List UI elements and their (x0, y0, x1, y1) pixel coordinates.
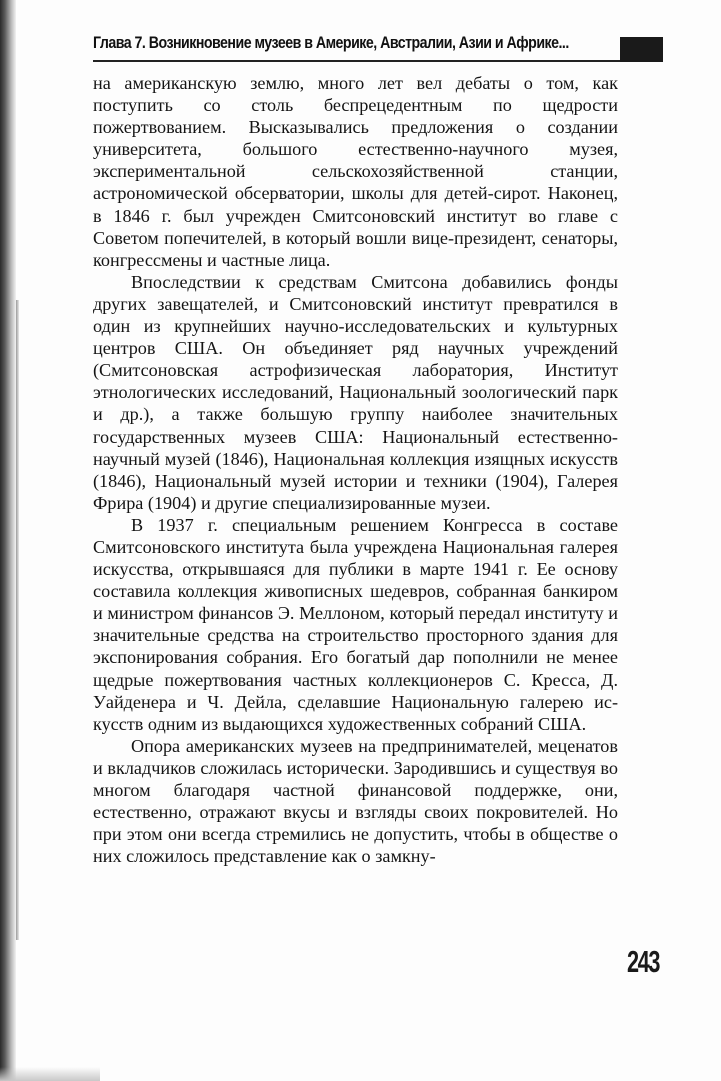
paragraph-continued: на американскую землю, много лет вел дебаты о том, как поступить со столь беспрецедентным по щедрости пожертвованием. Высказывались предложения о создании университета, большого естественно-научного музея, экспериментальной сельскохозяйственной станции, астрономической обсерватории, школы для детей-сирот. Наконец, в 1846 г. был учрежден Смитсоновский институт во главе с Советом попечителей, в который вошли вице-президент, сенаторы, конгрессмены и частные лица. (93, 73, 618, 270)
paragraph: В 1937 г. специальным решением Конгресса в составе Смитсоновского института была учреждена Национальная галерея искусства, открывшаяся для публики в марте 1941 г. Ее основу составила коллекция живописных шедевров, собранная банкиром и министром финансов Э. Меллоном, который передал институту и значительные средства на строительство просторного здания для экспонирования собрания. Его богатый дар пополнили не менее щедрые пожертвования частных коллекционеров С. Кресса, Д. Уайденера и Ч. Дейла, сделавшие Национальную галерею искусств одним из выдающихся художественных собраний США. (93, 514, 618, 734)
running-head (93, 34, 663, 64)
running-head-block (620, 37, 663, 62)
page-number: 243 (627, 944, 660, 979)
paragraph: Опора американских музеев на предпринимателей, меценатов и вкладчиков сложилась исторически. Зародившись и существуя во многом благодаря частной финансовой поддержке, они, естественно, отражают вкусы и взгляды своих покровителей. Но при этом они всегда стремились не допустить, чтобы в обществе о них сложилось представление как о замкну- (93, 735, 618, 867)
paragraph: Впоследствии к средствам Смитсона добавились фонды других завещателей, и Смитсоновский институт превратился в один из крупнейших научно-исследовательских и культурных центров США. Он объединяет ряд научных учреждений (Смитсоновская астрофизическая лаборатория, Институт этнологических исследований, Национальный зоологический парк и др.), а также большую группу наиболее значительных государственных музеев США: Национальный естественно-научный музей (1846), Национальная коллекция изящных искусств (1846), Национальный музей истории и техники (1904), Галерея Фрира (1904) и другие специализированные музеи. (93, 271, 618, 513)
binding-shadow (0, 0, 16, 1081)
binding-edge-line (16, 300, 19, 940)
running-head-title: Глава 7. Возникновение музеев в Америке, Австралии, Азии и Африке... (93, 34, 569, 52)
corner-shadow (0, 1067, 100, 1081)
running-head-rule (93, 60, 620, 62)
body-text (93, 72, 618, 867)
